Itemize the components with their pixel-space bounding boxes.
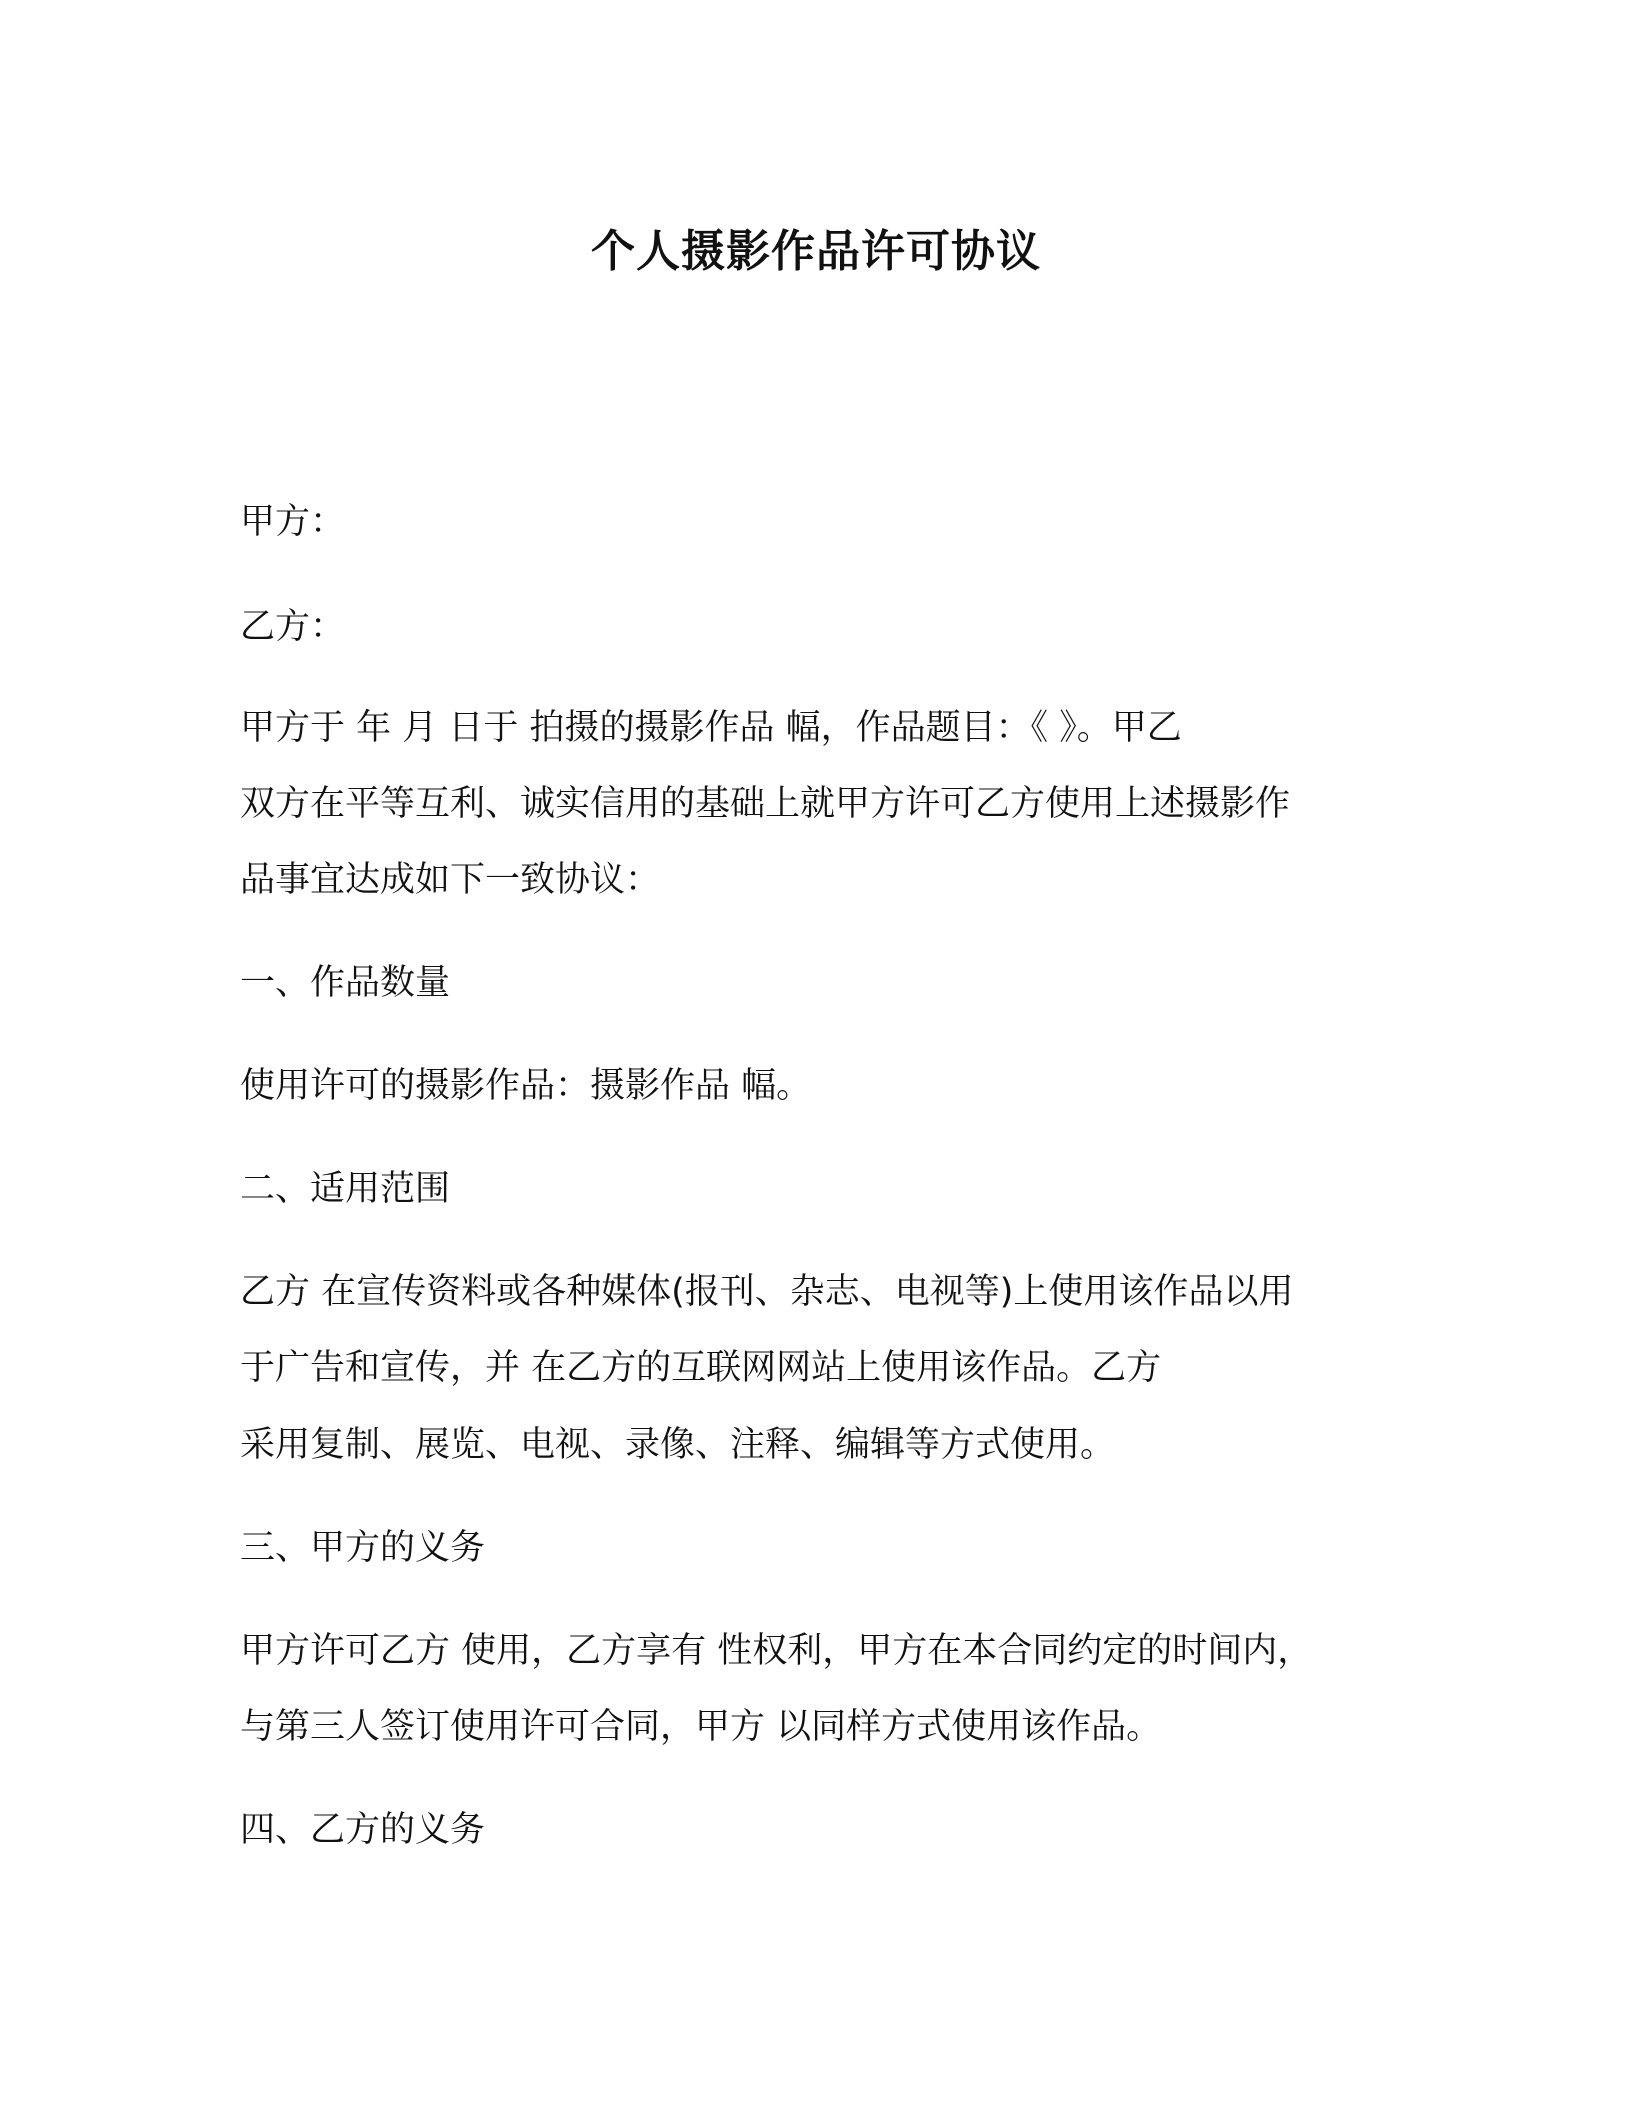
intro-line-3: 品事宜达成如下一致协议： xyxy=(240,860,661,900)
party-b-label: 乙方： xyxy=(240,607,346,647)
section-1-line-1: 使用许可的摄影作品：摄影作品 幅。 xyxy=(240,1066,812,1106)
section-2-line-2: 于广告和宣传，并 在乙方的互联网网站上使用该作品。乙方 xyxy=(240,1348,1162,1388)
section-3-line-1: 甲方许可乙方 使用，乙方享有 性权利，甲方在本合同约定的时间内， xyxy=(240,1631,1313,1671)
document-title: 个人摄影作品许可协议 xyxy=(591,226,1041,277)
intro-line-2: 双方在平等互利、诚实信用的基础上就甲方许可乙方使用上述摄影作 xyxy=(240,784,1291,824)
section-3-line-2: 与第三人签订使用许可合同，甲方 以同样方式使用该作品。 xyxy=(240,1707,1162,1747)
section-heading-3: 三、甲方的义务 xyxy=(240,1528,486,1568)
section-2-line-3: 采用复制、展览、电视、录像、注释、编辑等方式使用。 xyxy=(240,1425,1116,1465)
section-heading-4: 四、乙方的义务 xyxy=(240,1810,486,1850)
section-2-line-1: 乙方 在宣传资料或各种媒体(报刊、杂志、电视等)上使用该作品以用 xyxy=(240,1272,1294,1312)
section-heading-2: 二、适用范围 xyxy=(240,1169,451,1209)
section-heading-1: 一、作品数量 xyxy=(240,963,451,1003)
intro-line-1: 甲方于 年 月 日于 拍摄的摄影作品 幅，作品题目：《 》。甲乙 xyxy=(240,708,1182,748)
party-a-label: 甲方： xyxy=(240,502,346,542)
